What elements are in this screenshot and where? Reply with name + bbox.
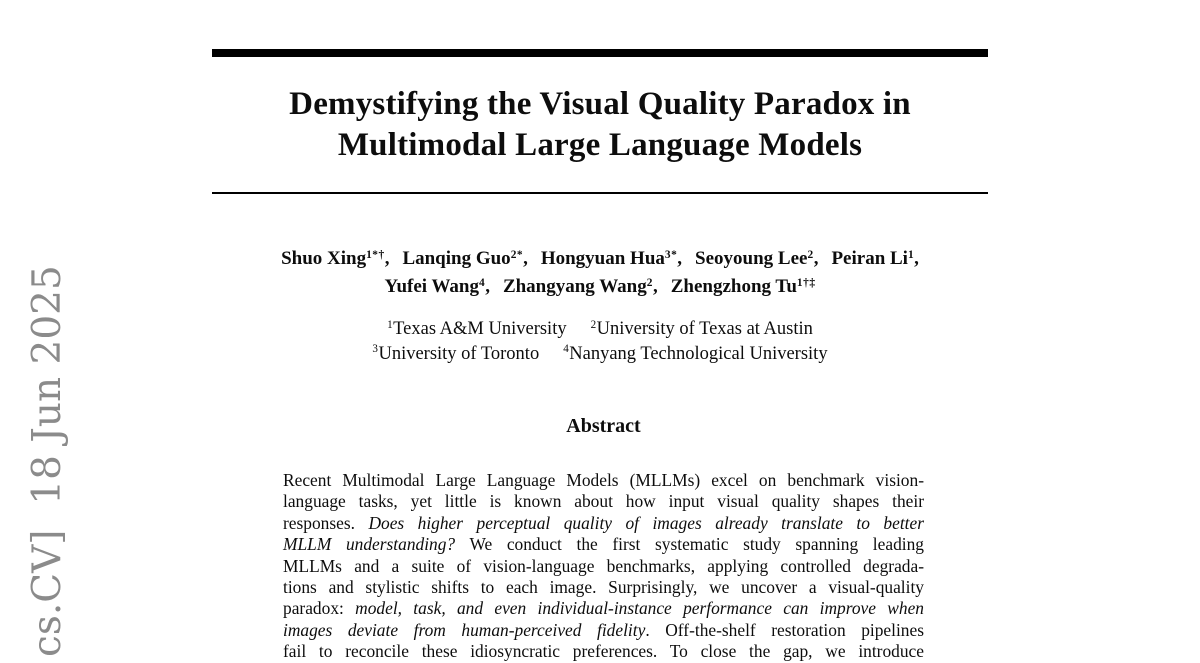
author-separator: , [813, 248, 819, 269]
author [695, 248, 818, 269]
abstract-text: . Off-the-shelf restoration pipelines [645, 619, 924, 640]
affiliation-line [212, 318, 988, 343]
author-separator: , [523, 248, 528, 269]
author-name: Zhangyang Wang [502, 276, 647, 297]
paper-title-line1: Demystifying the Visual Quality Paradox in [289, 86, 911, 122]
author [402, 248, 527, 269]
affiliation-superscript: 2 [590, 318, 597, 331]
affiliation-superscript: 4 [563, 343, 570, 356]
abstract-line [283, 641, 924, 662]
affiliation-line [212, 343, 988, 368]
abstract-italic-text: MLLM understanding? [283, 534, 456, 555]
abstract-text: MLLMs and a suite of vision-language benchmarks, applying controlled degrada- [283, 555, 924, 576]
abstract-heading: Abstract [566, 415, 641, 437]
author-separator: , [485, 276, 490, 297]
author-name: Peiran Li [831, 248, 908, 269]
author-superscript: 3* [664, 248, 678, 261]
author [831, 248, 918, 269]
affiliation [372, 344, 539, 364]
abstract-line [283, 577, 924, 598]
abstract-text: Recent Multimodal Large Language Models (MLLMs) excel on benchmark vision- [283, 470, 924, 490]
paper-title [212, 84, 988, 166]
affiliation-name: Nanyang Technological University [569, 343, 828, 364]
author-superscript: 1 [907, 248, 915, 261]
abstract-line [283, 534, 924, 555]
abstract-line [283, 620, 924, 641]
affiliation-name: University of Toronto [378, 343, 540, 364]
abstract-text: responses. [283, 512, 369, 533]
abstract-line [283, 556, 924, 577]
author-superscript: 2 [646, 276, 653, 289]
abstract-text: fail to reconcile these idiosyncratic preferences. To close the gap, we introduce [283, 641, 924, 662]
affiliation [563, 344, 827, 364]
affiliation-lines [212, 318, 988, 367]
top-thick-rule [212, 49, 988, 57]
author-superscript: 2* [510, 248, 524, 261]
author [281, 248, 389, 269]
author-separator: , [914, 248, 919, 269]
author-lines [162, 246, 1038, 302]
abstract-line [283, 491, 924, 512]
abstract-italic-text: Does higher perceptual quality of images already translate to better [368, 512, 924, 533]
author-name: Shuo Xing [281, 248, 367, 269]
author-name: Zhengzhong Tu [670, 276, 797, 297]
arxiv-stamp-vertical-text: cs.CV] 18 Jun 2025 [25, 265, 70, 657]
abstract-text: paradox: [283, 598, 356, 619]
author-superscript: 4 [478, 276, 486, 289]
author-separator: , [652, 276, 658, 297]
title-separator-rule [212, 192, 988, 194]
abstract-italic-text: model, task, and even individual-instance performance can improve when [355, 598, 924, 619]
author [503, 276, 658, 297]
author [671, 276, 816, 297]
abstract-text: tions and stylistic shifts to each image. Surprisingly, we uncover a visual-quality [283, 576, 924, 597]
author [541, 248, 682, 269]
abstract-italic-text: images deviate from human-perceived fidelity [283, 619, 646, 640]
affiliation [591, 319, 813, 339]
affiliation-name: Texas A&M University [393, 319, 567, 339]
abstract-text: We conduct the first systematic study spanning leading [455, 534, 924, 555]
author-separator: , [677, 248, 683, 269]
author-name: Seoyoung Lee [695, 248, 808, 269]
author-superscript: 2 [807, 248, 814, 261]
author-separator: , [384, 248, 390, 269]
author-superscript: 1*† [366, 248, 385, 261]
affiliation-superscript: 1 [387, 318, 394, 331]
abstract-line [283, 470, 924, 491]
affiliation [387, 319, 566, 339]
author-line [162, 274, 1038, 302]
author [384, 276, 489, 297]
abstract-text: language tasks, yet little is known about how input visual quality shapes their [283, 491, 924, 512]
author-name: Lanqing Guo [402, 248, 511, 269]
abstract-line [283, 513, 924, 534]
author-name: Hongyuan Hua [540, 248, 665, 269]
abstract-line [283, 598, 924, 619]
author-line [162, 246, 1038, 274]
paper-title-line2: Multimodal Large Language Models [337, 127, 863, 163]
author-name: Yufei Wang [384, 276, 479, 297]
affiliation-superscript: 3 [372, 343, 379, 356]
author-superscript: 1†‡ [796, 276, 816, 289]
affiliation-name: University of Texas at Austin [596, 319, 813, 339]
abstract-body [283, 470, 924, 663]
